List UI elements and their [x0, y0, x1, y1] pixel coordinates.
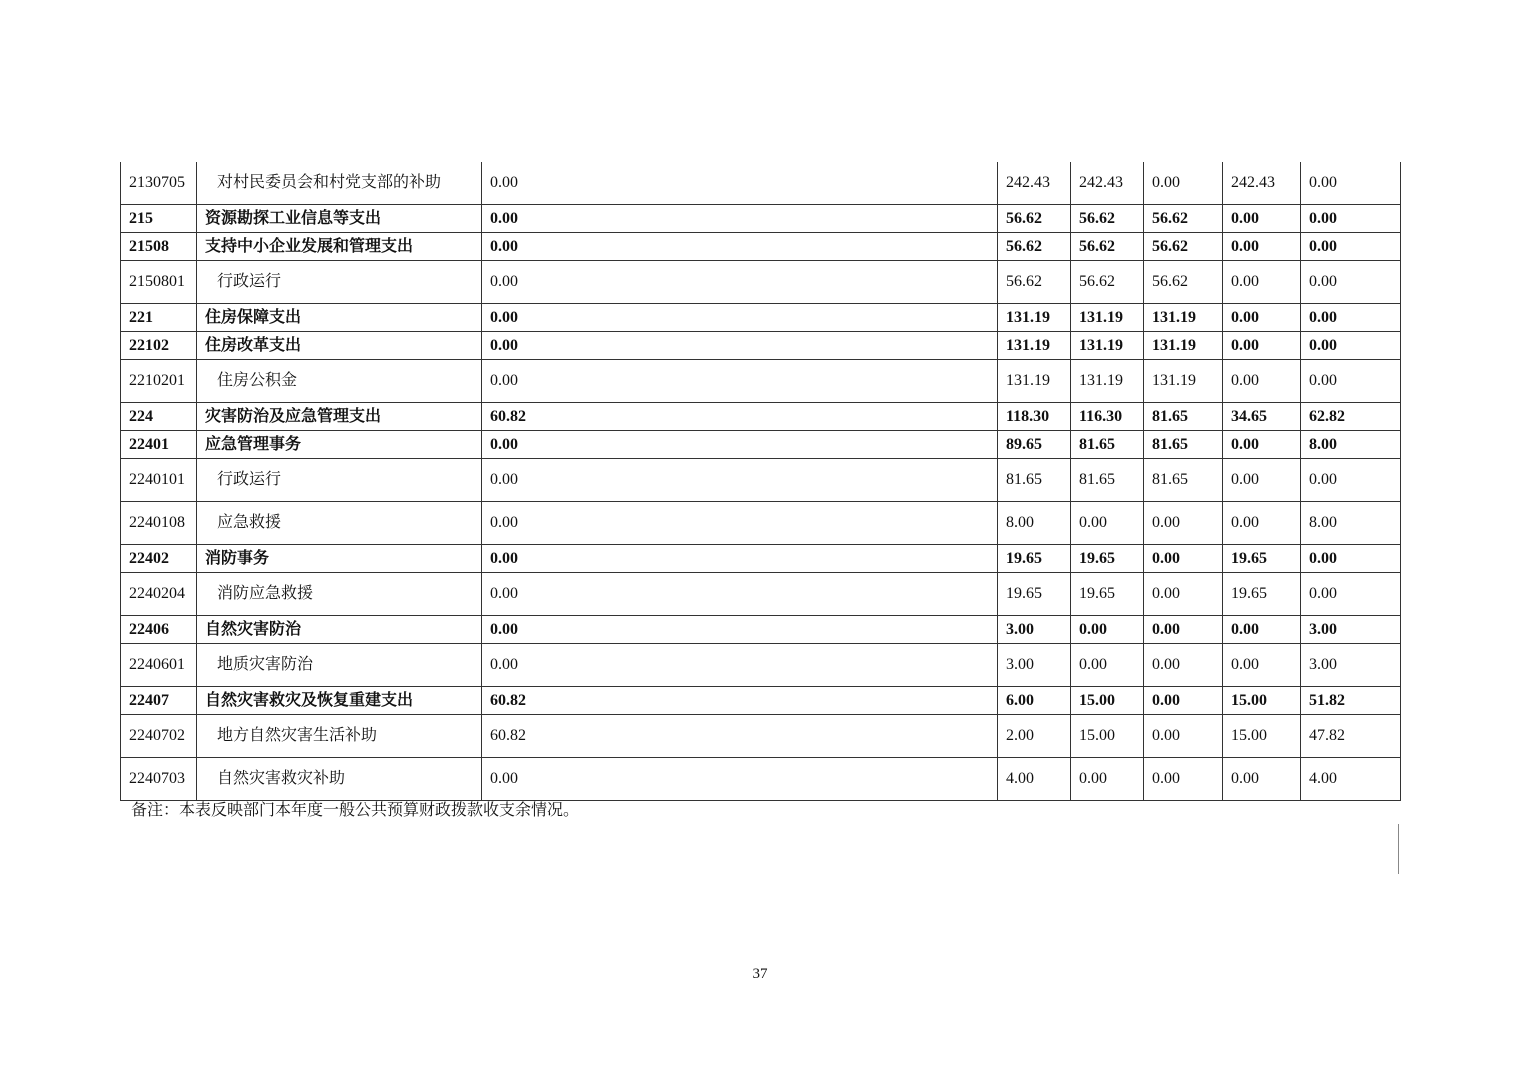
- code-cell: 22102: [121, 332, 197, 360]
- table-row: [121, 502, 1401, 545]
- value-cell-3: 56.62: [1071, 261, 1144, 304]
- table-row: [121, 261, 1401, 304]
- value-cell-4: 56.62: [1144, 261, 1223, 304]
- value-cell-2: 89.65: [998, 431, 1071, 459]
- value-cell-6: 0.00: [1301, 304, 1401, 332]
- code-cell: 2130705: [121, 162, 197, 205]
- value-cell-3: 0.00: [1071, 758, 1144, 801]
- value-cell-6: 47.82: [1301, 715, 1401, 758]
- value-cell-3: 19.65: [1071, 545, 1144, 573]
- value-cell-2: 3.00: [998, 616, 1071, 644]
- value-cell-5: 0.00: [1223, 261, 1301, 304]
- name-cell: 行政运行: [197, 261, 482, 304]
- name-cell: 应急救援: [197, 502, 482, 545]
- value-cell-1: 0.00: [482, 162, 998, 205]
- value-cell-3: 81.65: [1071, 431, 1144, 459]
- value-cell-3: 0.00: [1071, 616, 1144, 644]
- value-cell-2: 131.19: [998, 304, 1071, 332]
- value-cell-2: 56.62: [998, 261, 1071, 304]
- table-row: [121, 332, 1401, 360]
- value-cell-4: 56.62: [1144, 205, 1223, 233]
- table-row: [121, 459, 1401, 502]
- value-cell-4: 131.19: [1144, 332, 1223, 360]
- value-cell-5: 0.00: [1223, 459, 1301, 502]
- value-cell-6: 0.00: [1301, 162, 1401, 205]
- value-cell-3: 131.19: [1071, 332, 1144, 360]
- value-cell-3: 131.19: [1071, 304, 1144, 332]
- name-cell: 资源勘探工业信息等支出: [197, 205, 482, 233]
- value-cell-5: 0.00: [1223, 205, 1301, 233]
- value-cell-6: 8.00: [1301, 431, 1401, 459]
- value-cell-2: 4.00: [998, 758, 1071, 801]
- value-cell-6: 8.00: [1301, 502, 1401, 545]
- value-cell-2: 81.65: [998, 459, 1071, 502]
- table-body: [121, 162, 1401, 801]
- value-cell-2: 131.19: [998, 332, 1071, 360]
- value-cell-6: 0.00: [1301, 233, 1401, 261]
- value-cell-2: 3.00: [998, 644, 1071, 687]
- table-row: [121, 162, 1401, 205]
- value-cell-3: 116.30: [1071, 403, 1144, 431]
- value-cell-2: 131.19: [998, 360, 1071, 403]
- value-cell-1: 0.00: [482, 616, 998, 644]
- value-cell-5: 0.00: [1223, 758, 1301, 801]
- value-cell-1: 0.00: [482, 545, 998, 573]
- code-cell: 2240204: [121, 573, 197, 616]
- value-cell-1: 0.00: [482, 459, 998, 502]
- name-cell: 行政运行: [197, 459, 482, 502]
- value-cell-6: 0.00: [1301, 205, 1401, 233]
- value-cell-1: 60.82: [482, 403, 998, 431]
- value-cell-3: 56.62: [1071, 233, 1144, 261]
- budget-table: [120, 162, 1401, 801]
- value-cell-3: 15.00: [1071, 687, 1144, 715]
- value-cell-5: 0.00: [1223, 233, 1301, 261]
- value-cell-5: 19.65: [1223, 545, 1301, 573]
- value-cell-5: 0.00: [1223, 431, 1301, 459]
- value-cell-2: 19.65: [998, 573, 1071, 616]
- code-cell: 22407: [121, 687, 197, 715]
- value-cell-2: 19.65: [998, 545, 1071, 573]
- value-cell-4: 81.65: [1144, 459, 1223, 502]
- code-cell: 2240108: [121, 502, 197, 545]
- value-cell-1: 0.00: [482, 644, 998, 687]
- value-cell-1: 0.00: [482, 502, 998, 545]
- code-cell: 2240702: [121, 715, 197, 758]
- value-cell-3: 242.43: [1071, 162, 1144, 205]
- code-cell: 2240601: [121, 644, 197, 687]
- value-cell-5: 0.00: [1223, 360, 1301, 403]
- code-cell: 2240703: [121, 758, 197, 801]
- value-cell-4: 131.19: [1144, 360, 1223, 403]
- name-cell: 地质灾害防治: [197, 644, 482, 687]
- value-cell-6: 3.00: [1301, 616, 1401, 644]
- value-cell-1: 0.00: [482, 205, 998, 233]
- value-cell-2: 2.00: [998, 715, 1071, 758]
- value-cell-4: 0.00: [1144, 758, 1223, 801]
- value-cell-5: 0.00: [1223, 502, 1301, 545]
- value-cell-2: 8.00: [998, 502, 1071, 545]
- value-cell-5: 19.65: [1223, 573, 1301, 616]
- value-cell-2: 118.30: [998, 403, 1071, 431]
- name-cell: 支持中小企业发展和管理支出: [197, 233, 482, 261]
- value-cell-4: 0.00: [1144, 616, 1223, 644]
- value-cell-3: 81.65: [1071, 459, 1144, 502]
- code-cell: 2240101: [121, 459, 197, 502]
- table-row: [121, 304, 1401, 332]
- value-cell-4: 0.00: [1144, 715, 1223, 758]
- value-cell-1: 60.82: [482, 715, 998, 758]
- code-cell: 22401: [121, 431, 197, 459]
- value-cell-6: 0.00: [1301, 360, 1401, 403]
- code-cell: 215: [121, 205, 197, 233]
- table-row: [121, 573, 1401, 616]
- value-cell-6: 0.00: [1301, 332, 1401, 360]
- value-cell-5: 0.00: [1223, 332, 1301, 360]
- value-cell-1: 0.00: [482, 360, 998, 403]
- value-cell-3: 0.00: [1071, 644, 1144, 687]
- code-cell: 22406: [121, 616, 197, 644]
- value-cell-5: 242.43: [1223, 162, 1301, 205]
- value-cell-1: 60.82: [482, 687, 998, 715]
- code-cell: 2210201: [121, 360, 197, 403]
- name-cell: 地方自然灾害生活补助: [197, 715, 482, 758]
- value-cell-3: 56.62: [1071, 205, 1144, 233]
- value-cell-1: 0.00: [482, 261, 998, 304]
- value-cell-5: 34.65: [1223, 403, 1301, 431]
- value-cell-6: 4.00: [1301, 758, 1401, 801]
- name-cell: 住房保障支出: [197, 304, 482, 332]
- table-row: [121, 431, 1401, 459]
- table-row: [121, 205, 1401, 233]
- table-row: [121, 644, 1401, 687]
- margin-line: [1398, 824, 1399, 874]
- code-cell: 2150801: [121, 261, 197, 304]
- code-cell: 22402: [121, 545, 197, 573]
- value-cell-4: 0.00: [1144, 573, 1223, 616]
- code-cell: 224: [121, 403, 197, 431]
- value-cell-5: 0.00: [1223, 644, 1301, 687]
- table-row: [121, 545, 1401, 573]
- value-cell-5: 0.00: [1223, 616, 1301, 644]
- table-row: [121, 758, 1401, 801]
- value-cell-1: 0.00: [482, 758, 998, 801]
- value-cell-1: 0.00: [482, 304, 998, 332]
- value-cell-6: 0.00: [1301, 261, 1401, 304]
- table-row: [121, 687, 1401, 715]
- table-row: [121, 360, 1401, 403]
- value-cell-4: 131.19: [1144, 304, 1223, 332]
- value-cell-6: 0.00: [1301, 459, 1401, 502]
- value-cell-1: 0.00: [482, 332, 998, 360]
- value-cell-3: 131.19: [1071, 360, 1144, 403]
- value-cell-6: 62.82: [1301, 403, 1401, 431]
- name-cell: 住房公积金: [197, 360, 482, 403]
- value-cell-4: 0.00: [1144, 687, 1223, 715]
- value-cell-4: 81.65: [1144, 431, 1223, 459]
- value-cell-2: 56.62: [998, 233, 1071, 261]
- code-cell: 21508: [121, 233, 197, 261]
- value-cell-5: 0.00: [1223, 304, 1301, 332]
- page-number: 37: [752, 966, 768, 982]
- value-cell-1: 0.00: [482, 233, 998, 261]
- name-cell: 对村民委员会和村党支部的补助: [197, 162, 482, 205]
- value-cell-2: 6.00: [998, 687, 1071, 715]
- value-cell-3: 19.65: [1071, 573, 1144, 616]
- value-cell-4: 81.65: [1144, 403, 1223, 431]
- value-cell-1: 0.00: [482, 431, 998, 459]
- name-cell: 自然灾害救灾及恢复重建支出: [197, 687, 482, 715]
- value-cell-4: 0.00: [1144, 644, 1223, 687]
- value-cell-1: 0.00: [482, 573, 998, 616]
- value-cell-5: 15.00: [1223, 715, 1301, 758]
- value-cell-6: 3.00: [1301, 644, 1401, 687]
- value-cell-6: 0.00: [1301, 545, 1401, 573]
- name-cell: 消防事务: [197, 545, 482, 573]
- value-cell-4: 0.00: [1144, 502, 1223, 545]
- table-note: 备注：本表反映部门本年度一般公共预算财政拨款收支余情况。: [131, 802, 580, 819]
- name-cell: 灾害防治及应急管理支出: [197, 403, 482, 431]
- value-cell-4: 0.00: [1144, 162, 1223, 205]
- name-cell: 住房改革支出: [197, 332, 482, 360]
- table-row: [121, 233, 1401, 261]
- table-row: [121, 403, 1401, 431]
- value-cell-4: 56.62: [1144, 233, 1223, 261]
- name-cell: 消防应急救援: [197, 573, 482, 616]
- value-cell-5: 15.00: [1223, 687, 1301, 715]
- code-cell: 221: [121, 304, 197, 332]
- value-cell-6: 51.82: [1301, 687, 1401, 715]
- value-cell-2: 242.43: [998, 162, 1071, 205]
- value-cell-3: 15.00: [1071, 715, 1144, 758]
- name-cell: 应急管理事务: [197, 431, 482, 459]
- name-cell: 自然灾害防治: [197, 616, 482, 644]
- value-cell-2: 56.62: [998, 205, 1071, 233]
- value-cell-6: 0.00: [1301, 573, 1401, 616]
- table-row: [121, 616, 1401, 644]
- value-cell-4: 0.00: [1144, 545, 1223, 573]
- table-row: [121, 715, 1401, 758]
- value-cell-3: 0.00: [1071, 502, 1144, 545]
- name-cell: 自然灾害救灾补助: [197, 758, 482, 801]
